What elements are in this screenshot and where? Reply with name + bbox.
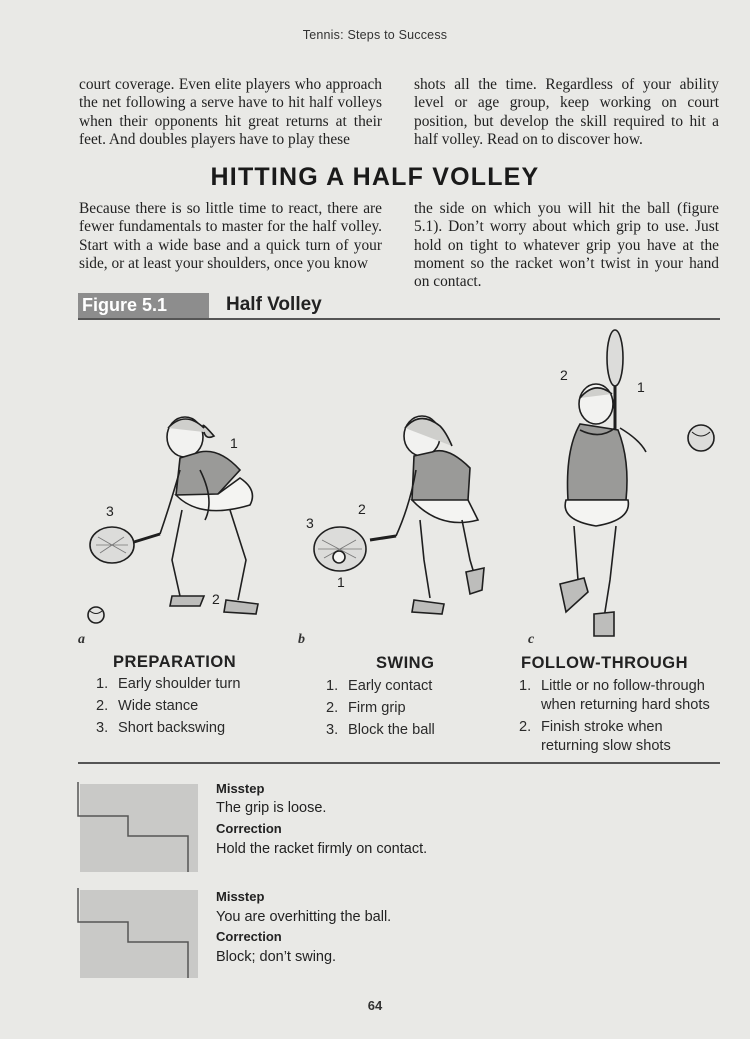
follow-through-steps bbox=[519, 677, 724, 759]
preparation-steps bbox=[96, 675, 296, 741]
figure-title: Half Volley bbox=[226, 294, 322, 315]
list-item: 1. Early contact bbox=[326, 678, 433, 694]
callout-a-2: 2 bbox=[212, 591, 220, 607]
section-paragraph-right: the side on which you will hit the ball (figure 5.1). Don’t worry about which grip to use. Just hold on tight to whatever grip you have at the moment so the racket won’t twist in your hand on contact. bbox=[414, 200, 719, 291]
correction-text-2: Block; don’t swing. bbox=[216, 949, 337, 965]
misstep-graphic-2 bbox=[76, 888, 202, 980]
list-item: 2. Finish stroke when returning slow shots bbox=[519, 719, 671, 754]
misstep-label-1: Misstep bbox=[216, 781, 265, 796]
callout-b-1: 1 bbox=[337, 574, 345, 590]
callout-b-2: 2 bbox=[358, 501, 366, 517]
phase-title-swing: SWING bbox=[376, 654, 435, 672]
correction-label-2: Correction bbox=[216, 929, 282, 944]
callout-c-2: 2 bbox=[560, 367, 568, 383]
list-item: 1. Early shoulder turn bbox=[96, 676, 241, 692]
callout-a-1: 1 bbox=[230, 435, 238, 451]
player-follow-through-illustration bbox=[560, 330, 714, 636]
misstep-graphic-1 bbox=[76, 782, 202, 874]
correction-label-1: Correction bbox=[216, 821, 282, 836]
panel-a-letter: a bbox=[78, 632, 85, 647]
misstep-text-2: You are overhitting the ball. bbox=[216, 909, 392, 925]
section-paragraph-left: Because there is so little time to react, there are fewer fundamentals to master for the half volley. Start with a wide base and a quick turn of your side, or at least your shoulders, once you know bbox=[79, 200, 382, 272]
running-head: Tennis: Steps to Success bbox=[302, 28, 448, 42]
callout-c-1: 1 bbox=[637, 379, 645, 395]
list-item: 3. Short backswing bbox=[96, 720, 226, 736]
intro-paragraph-right: shots all the time. Regardless of your ability level or age group, keep working on court position, but develop the skill required to hit a half volley. Read on to discover how. bbox=[414, 76, 719, 148]
misstep-label-2: Misstep bbox=[216, 889, 265, 904]
list-item: 1. Little or no follow-through when returning hard shots bbox=[519, 678, 710, 713]
intro-paragraph-left: court coverage. Even elite players who approach the net following a serve have to hit half volleys when their opponents hit great returns at their feet. And doubles players have to play these bbox=[79, 76, 382, 148]
misstep-text-1: The grip is loose. bbox=[216, 800, 327, 816]
page-number: 64 bbox=[367, 998, 383, 1013]
list-item: 2. Firm grip bbox=[326, 700, 406, 716]
list-item: 3. Block the ball bbox=[326, 722, 435, 738]
callout-a-3: 3 bbox=[106, 503, 114, 519]
section-divider bbox=[78, 762, 720, 764]
section-title: HITTING A HALF VOLLEY bbox=[210, 163, 540, 191]
callout-b-3: 3 bbox=[306, 515, 314, 531]
swing-steps bbox=[326, 677, 506, 743]
phase-title-follow-through: FOLLOW-THROUGH bbox=[521, 654, 689, 672]
correction-text-1: Hold the racket firmly on contact. bbox=[216, 841, 428, 857]
figure-label: Figure 5.1 bbox=[78, 293, 209, 318]
list-item: 2. Wide stance bbox=[96, 698, 199, 714]
phase-title-preparation: PREPARATION bbox=[113, 653, 237, 671]
panel-c-letter: c bbox=[528, 632, 535, 647]
panel-b-letter: b bbox=[298, 632, 305, 647]
